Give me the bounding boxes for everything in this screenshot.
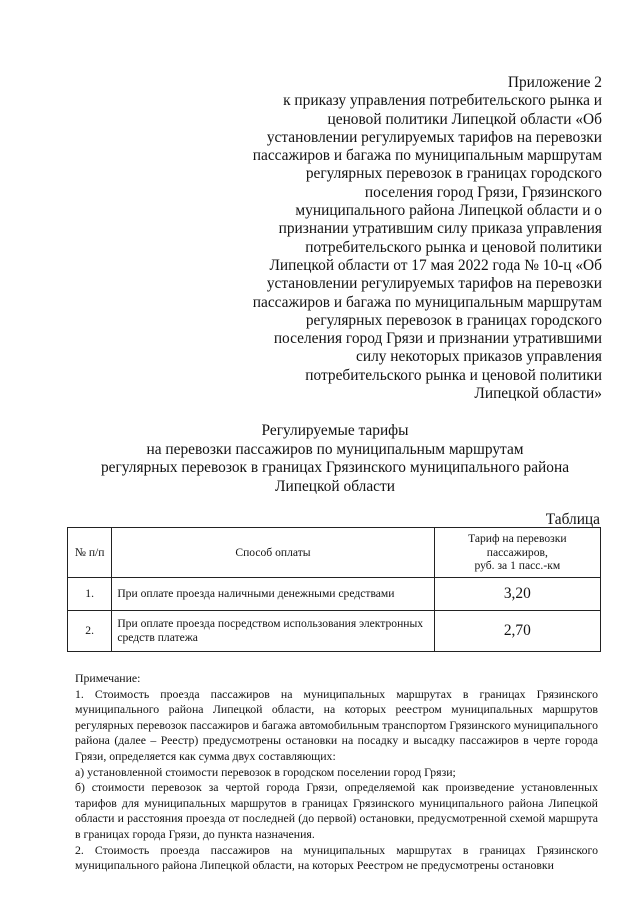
- appendix-reference: [242, 74, 602, 403]
- appendix-line: поселения город Грязи и признании утратившими: [273, 330, 602, 348]
- appendix-line: ценовой политики Липецкой области «Об: [327, 110, 602, 128]
- row-tariff-value: 3,20: [434, 578, 600, 611]
- appendix-line: к приказу управления потребительского рынка и: [283, 92, 602, 110]
- header-payment-method: Способ оплаты: [112, 528, 434, 578]
- notes-paragraph: б) стоимости перевозок за чертой города Грязи, определяемой как произведение установленных тарифов для муниципальных маршрутов в границах Грязинского муниципального района Липецкой области и расстояния проезда от последней (до первой) остановки, предусмотренной схемой маршрута в границах города Грязи, до пункта назначения.: [75, 780, 598, 841]
- appendix-line: признании утратившим силу приказа управления: [278, 220, 602, 238]
- table-row: [68, 611, 601, 652]
- table-caption: Таблица: [545, 511, 600, 528]
- appendix-line: установлении регулируемых тарифов на перевозки: [266, 128, 602, 146]
- notes-title: Примечание:: [75, 671, 141, 685]
- notes-paragraph: а) установленной стоимости перевозок в городском поселении город Грязи;: [75, 764, 456, 779]
- header-tariff-line: пассажиров,: [486, 545, 548, 559]
- header-number: № п/п: [68, 528, 112, 578]
- row-tariff-value: 2,70: [434, 611, 600, 652]
- notes-paragraph: 1. Стоимость проезда пассажиров на муниципальных маршрутах в границах Грязинского муниципального района Липецкой области, на которых реестром муниципальных маршрутов регулярных перевозок пассажиров и багажа автомобильным транспортом Грязинского муниципального района (далее – Реестр) предусмотрены остановки на посадку и высадку пассажиров в черте города Грязи, определяется как сумма двух составляющих:: [75, 686, 598, 763]
- title-line: регулярных перевозок в границах Грязинского муниципального района: [100, 459, 570, 477]
- appendix-line: пассажиров и багажа по муниципальным маршрутам: [252, 147, 602, 165]
- appendix-line: регулярных перевозок в границах городского: [305, 165, 602, 183]
- header-tariff-line: руб. за 1 пасс.-км: [474, 559, 561, 573]
- title-line: на перевозки пассажиров по муниципальным маршрутам: [146, 440, 524, 458]
- appendix-line: Приложение 2: [507, 74, 602, 91]
- title-line: Регулируемые тарифы: [261, 422, 409, 439]
- appendix-line: поселения город Грязи, Грязинского: [364, 183, 602, 201]
- row-number: 1.: [68, 578, 112, 611]
- appendix-line: Липецкой области от 17 мая 2022 года № 10-ц «Об: [269, 256, 602, 274]
- appendix-line: потребительского рынка и ценовой политики: [305, 366, 602, 384]
- appendix-line: регулярных перевозок в границах городского: [305, 311, 602, 329]
- title-line: Липецкой области: [275, 477, 395, 495]
- header-tariff: [434, 528, 600, 578]
- appendix-line: потребительского рынка и ценовой политики: [305, 238, 602, 256]
- tariff-table: [67, 527, 601, 652]
- row-payment-method: При оплате проезда наличными денежными средствами: [112, 578, 434, 611]
- header-tariff-line: Тариф на перевозки: [468, 532, 567, 546]
- appendix-line: установлении регулируемых тарифов на перевозки: [266, 275, 602, 293]
- row-number: 2.: [68, 611, 112, 652]
- document-title: [60, 422, 610, 496]
- table-header-row: [68, 528, 601, 578]
- appendix-line: муниципального района Липецкой области и о: [295, 202, 602, 220]
- notes-section: [75, 671, 598, 874]
- row-payment-method: При оплате проезда посредством использования электронных средств платежа: [112, 611, 434, 652]
- table-row: [68, 578, 601, 611]
- notes-paragraph: 2. Стоимость проезда пассажиров на муниципальных маршрутах в границах Грязинского муниципального района Липецкой области, на которых Реестром не предусмотрены остановки: [75, 842, 598, 873]
- appendix-line: Липецкой области»: [474, 385, 602, 403]
- appendix-line: силу некоторых приказов управления: [356, 348, 602, 366]
- appendix-line: пассажиров и багажа по муниципальным маршрутам: [252, 293, 602, 311]
